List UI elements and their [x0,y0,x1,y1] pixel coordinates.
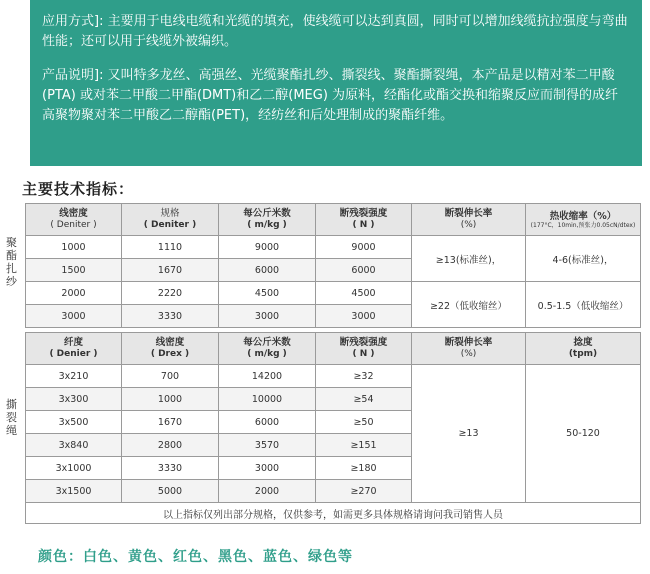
table-cell: 5000 [122,480,219,503]
table-cell: 3x1500 [26,480,122,503]
table1-header: 每公斤米数 ( m/kg ) [219,204,316,236]
table-cell: 2000 [219,480,316,503]
table-cell: 3x210 [26,365,122,388]
table-cell: 2220 [122,282,219,305]
table-cell: 3x300 [26,388,122,411]
table2-header: 纤度 ( Denier ) [26,333,122,365]
table-cell: 4500 [316,282,412,305]
table-cell: ≥32 [316,365,412,388]
table-cell: 3330 [122,305,219,328]
table-cell: 6000 [316,259,412,282]
table-cell: 1000 [26,236,122,259]
table-cell: 3330 [122,457,219,480]
table-note-row [26,503,641,524]
table-polyester-binder-yarn [25,203,641,328]
table-cell: ≥270 [316,480,412,503]
table-cell: 6000 [219,411,316,434]
table-row [26,282,641,305]
table2-header: 断裂伸长率 (%) [412,333,526,365]
table-cell: 700 [122,365,219,388]
table-cell: 9000 [316,236,412,259]
table-cell: 6000 [219,259,316,282]
intro-panel [30,0,642,166]
table1-header: 规格 ( Deniter ) [122,204,219,236]
table-cell: 3000 [26,305,122,328]
table-cell: 3000 [219,305,316,328]
table-cell: 3000 [219,457,316,480]
table-cell: 1000 [122,388,219,411]
table-cell: 1670 [122,259,219,282]
table2-header: 断残裂强度 ( N ) [316,333,412,365]
table-row [26,236,641,259]
table-cell: 3570 [219,434,316,457]
table2-header: 线密度 ( Drex ) [122,333,219,365]
elongation-standard: ≥13(标准丝)， [412,236,526,282]
available-colors: 颜色：白色、黄色、红色、黑色、蓝色、绿色等 [38,549,353,565]
table1-header: 断残裂强度 ( N ) [316,204,412,236]
rip-cord-elongation: ≥13 [412,365,526,503]
table-cell: 4500 [219,282,316,305]
table-cell: 3x840 [26,434,122,457]
rip-cord-twist: 50-120 [526,365,641,503]
elongation-low-shrink: ≥22（低收缩丝） [412,282,526,328]
table2-header: 每公斤米数 ( m/kg ) [219,333,316,365]
table1-header: 热收缩率（%） (177°C，10min,预张力0.05cN/dtex) [526,204,641,236]
table1-header: 断裂伸长率 (%) [412,204,526,236]
table-cell: 14200 [219,365,316,388]
table-note: 以上指标仅列出部分规格，仅供参考，如需更多具体规格请询问我司销售人员 [26,503,641,524]
table1-header-row [26,204,641,236]
table-cell: 10000 [219,388,316,411]
application-text: 应用方式]: 主要用于电线电缆和光缆的填充，使线缆可以达到真圆，同时可以增加线缆抗拉强度与弯曲性能；还可以用于线缆外被编织。 [42,14,628,49]
spec-title: 主要技术指标： [22,180,135,198]
table-cell: ≥50 [316,411,412,434]
shrinkage-low-shrink: 0.5-1.5（低收缩丝） [526,282,641,328]
table-cell: 3000 [316,305,412,328]
table-cell: ≥180 [316,457,412,480]
table-cell: ≥151 [316,434,412,457]
table-cell: 9000 [219,236,316,259]
table-cell: ≥54 [316,388,412,411]
table1-header: 线密度 ( Deniter ) [26,204,122,236]
table2-header: 捻度 (tpm) [526,333,641,365]
description-text: 产品说明]: 又叫特多龙丝、高强丝、光缆聚酯扎纱、撕裂线、聚酯撕裂绳，本产品是以精对苯二甲酸(PTA) 或对苯二甲酸二甲酯(DMT)和乙二醇(MEG) 为原料，经酯化或酯交换和缩聚反应而制得的成纤高聚物聚对苯二甲酸乙二醇酯(PET)，经纺丝和后处理制成的聚酯纤维。 [42,68,619,123]
table2-header-row [26,333,641,365]
table-row [26,365,641,388]
table-cell: 3x500 [26,411,122,434]
table-cell: 3x1000 [26,457,122,480]
table-cell: 1500 [26,259,122,282]
table2-side-label: 撕裂绳 [6,398,17,437]
table-cell: 2800 [122,434,219,457]
table-cell: 1110 [122,236,219,259]
table-cell: 2000 [26,282,122,305]
table-cell: 1670 [122,411,219,434]
table1-side-label: 聚酯扎纱 [6,236,17,288]
shrinkage-standard: 4-6(标准丝)， [526,236,641,282]
table-rip-cord [25,332,641,524]
